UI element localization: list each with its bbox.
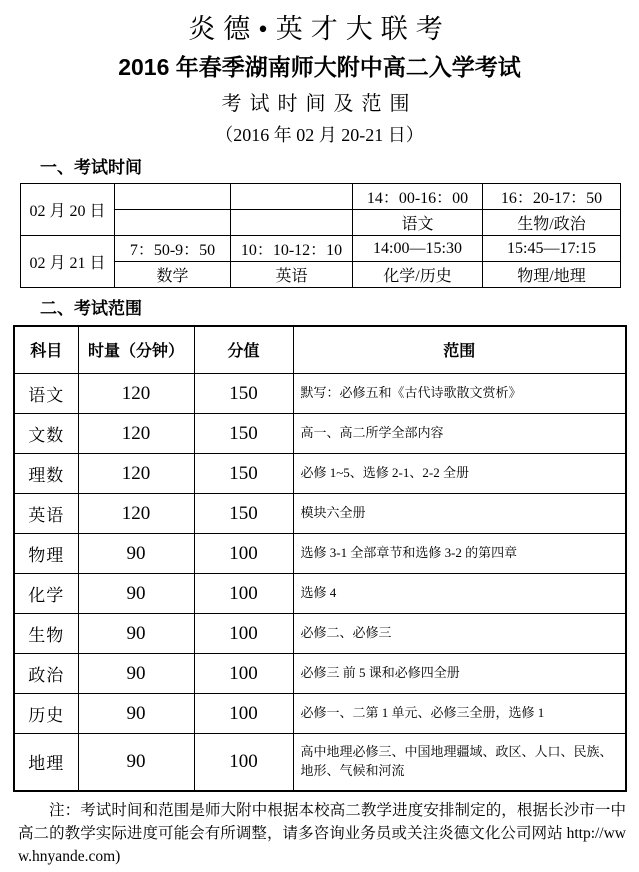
column-header-scope: 范围 — [293, 326, 626, 374]
scope-cell: 必修二、必修三 — [293, 614, 626, 654]
table-header-row — [14, 326, 626, 374]
section1-heading: 一、考试时间 — [40, 157, 142, 177]
subject-cell: 物理 — [14, 534, 78, 574]
subject-cell: 生物/政治 — [483, 210, 621, 236]
subject-cell — [231, 210, 353, 236]
scope-cell: 必修 1~5、选修 2-1、2-2 全册 — [293, 454, 626, 494]
subject-cell — [115, 210, 231, 236]
table-row — [14, 414, 626, 454]
table-row — [14, 454, 626, 494]
subject-cell: 理数 — [14, 454, 78, 494]
score-cell: 100 — [194, 654, 293, 694]
subject-cell: 历史 — [14, 694, 78, 734]
subject-cell: 语文 — [353, 210, 483, 236]
score-cell: 100 — [194, 574, 293, 614]
subject-cell: 数学 — [115, 262, 231, 288]
table-row — [14, 734, 626, 791]
scope-cell: 选修 3-1 全部章节和选修 3-2 的第四章 — [293, 534, 626, 574]
duration-cell: 120 — [78, 454, 194, 494]
duration-cell: 90 — [78, 614, 194, 654]
time-cell: 15:45—17:15 — [483, 236, 621, 262]
score-cell: 150 — [194, 494, 293, 534]
document-date-range: （2016 年 02 月 20-21 日） — [215, 125, 424, 146]
footer-note: 注：考试时间和范围是师大附中根据本校高二教学进度安排制定的，根据长沙市一中高二的教学实际进度可能会有所调整，请多咨询业务员或关注炎德文化公司网站 http://www.hnyande.com) — [18, 801, 626, 866]
exam-scope-table — [13, 325, 627, 792]
duration-cell: 90 — [78, 694, 194, 734]
subject-cell: 化学/历史 — [353, 262, 483, 288]
scope-cell: 必修三 前 5 课和必修四全册 — [293, 654, 626, 694]
scope-cell: 高一、高二所学全部内容 — [293, 414, 626, 454]
date-cell: 02 月 21 日 — [21, 236, 115, 288]
table-row — [14, 534, 626, 574]
time-cell: 14:00—15:30 — [353, 236, 483, 262]
duration-cell: 90 — [78, 574, 194, 614]
score-cell: 150 — [194, 414, 293, 454]
scope-cell: 选修 4 — [293, 574, 626, 614]
table-row — [14, 574, 626, 614]
subject-cell: 物理/地理 — [483, 262, 621, 288]
exam-time-table — [20, 183, 621, 288]
subject-cell: 语文 — [14, 374, 78, 414]
time-cell: 10：10-12：10 — [231, 236, 353, 262]
duration-cell: 120 — [78, 494, 194, 534]
score-cell: 100 — [194, 734, 293, 791]
duration-cell: 90 — [78, 734, 194, 791]
time-cell — [231, 184, 353, 210]
score-cell: 100 — [194, 614, 293, 654]
subject-cell: 文数 — [14, 414, 78, 454]
table-row — [14, 694, 626, 734]
duration-cell: 120 — [78, 414, 194, 454]
scope-cell: 默写：必修五和《古代诗歌散文赏析》 — [293, 374, 626, 414]
time-cell: 14：00-16：00 — [353, 184, 483, 210]
scope-cell: 必修一、二第 1 单元、必修三全册，选修 1 — [293, 694, 626, 734]
subject-cell: 英语 — [231, 262, 353, 288]
column-header-duration: 时量（分钟） — [78, 326, 194, 374]
section2-heading: 二、考试范围 — [40, 299, 142, 319]
scope-cell: 模块六全册 — [293, 494, 626, 534]
duration-cell: 90 — [78, 534, 194, 574]
document-title: 炎德•英才大联考 — [188, 14, 451, 44]
time-cell: 7：50-9：50 — [115, 236, 231, 262]
subject-cell: 化学 — [14, 574, 78, 614]
score-cell: 100 — [194, 534, 293, 574]
date-cell: 02 月 20 日 — [21, 184, 115, 236]
subject-cell: 政治 — [14, 654, 78, 694]
subject-cell: 英语 — [14, 494, 78, 534]
subject-cell: 生物 — [14, 614, 78, 654]
duration-cell: 90 — [78, 654, 194, 694]
table-row — [14, 654, 626, 694]
table-row — [14, 374, 626, 414]
scope-cell: 高中地理必修三、中国地理疆域、政区、人口、民族、地形、气候和河流 — [293, 734, 626, 791]
table-row — [14, 614, 626, 654]
document-subtitle: 2016 年春季湖南师大附中高二入学考试 — [118, 53, 521, 80]
table-row — [21, 184, 621, 210]
table-row — [21, 236, 621, 262]
score-cell: 150 — [194, 374, 293, 414]
duration-cell: 120 — [78, 374, 194, 414]
subject-cell: 地理 — [14, 734, 78, 791]
score-cell: 100 — [194, 694, 293, 734]
column-header-subject: 科目 — [14, 326, 78, 374]
column-header-score: 分值 — [194, 326, 293, 374]
time-cell: 16：20-17：50 — [483, 184, 621, 210]
document-subtitle2: 考试时间及范围 — [221, 93, 418, 116]
table-row — [14, 494, 626, 534]
score-cell: 150 — [194, 454, 293, 494]
time-cell — [115, 184, 231, 210]
